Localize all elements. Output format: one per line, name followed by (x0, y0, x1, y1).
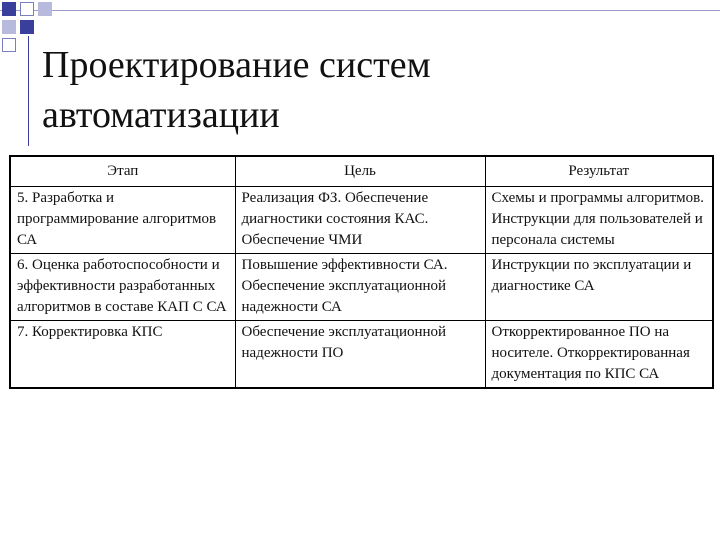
header-stage: Этап (10, 156, 235, 187)
table-row (10, 187, 713, 254)
cell-stage: 7. Корректировка КПС (10, 321, 235, 389)
table-row (10, 254, 713, 321)
cell-stage: 6. Оценка работоспособности и эффективности разработанных алгоритмов в составе КАП С СА (10, 254, 235, 321)
cell-goal: Обеспечение эксплуатационной надежности ПО (235, 321, 485, 389)
slide-title (42, 40, 702, 140)
header-goal: Цель (235, 156, 485, 187)
slide-title-line-2: автоматизации (42, 94, 280, 136)
cell-goal: Повышение эффективности СА. Обеспечение эксплуатационной надежности СА (235, 254, 485, 321)
cell-goal: Реализация ФЗ. Обеспечение диагностики состояния КАС. Обеспечение ЧМИ (235, 187, 485, 254)
deco-square (2, 2, 16, 16)
deco-square (20, 2, 34, 16)
table-header-row (10, 156, 713, 187)
left-rule (28, 36, 29, 146)
cell-result: Инструкции по эксплуатации и диагностике СА (485, 254, 713, 321)
deco-square (2, 38, 16, 52)
table-row (10, 321, 713, 389)
cell-result: Схемы и программы алгоритмов. Инструкции для пользователей и персонала системы (485, 187, 713, 254)
header-result: Результат (485, 156, 713, 187)
deco-square (38, 2, 52, 16)
top-rule (0, 10, 720, 11)
cell-result: Откорректированное ПО на носителе. Откорректированная документация по КПС СА (485, 321, 713, 389)
slide-title-line-1: Проектирование систем (42, 44, 431, 86)
deco-square (2, 20, 16, 34)
cell-stage: 5. Разработка и программирование алгоритмов СА (10, 187, 235, 254)
stages-table (9, 155, 714, 389)
deco-square (20, 20, 34, 34)
corner-decoration (0, 0, 80, 40)
